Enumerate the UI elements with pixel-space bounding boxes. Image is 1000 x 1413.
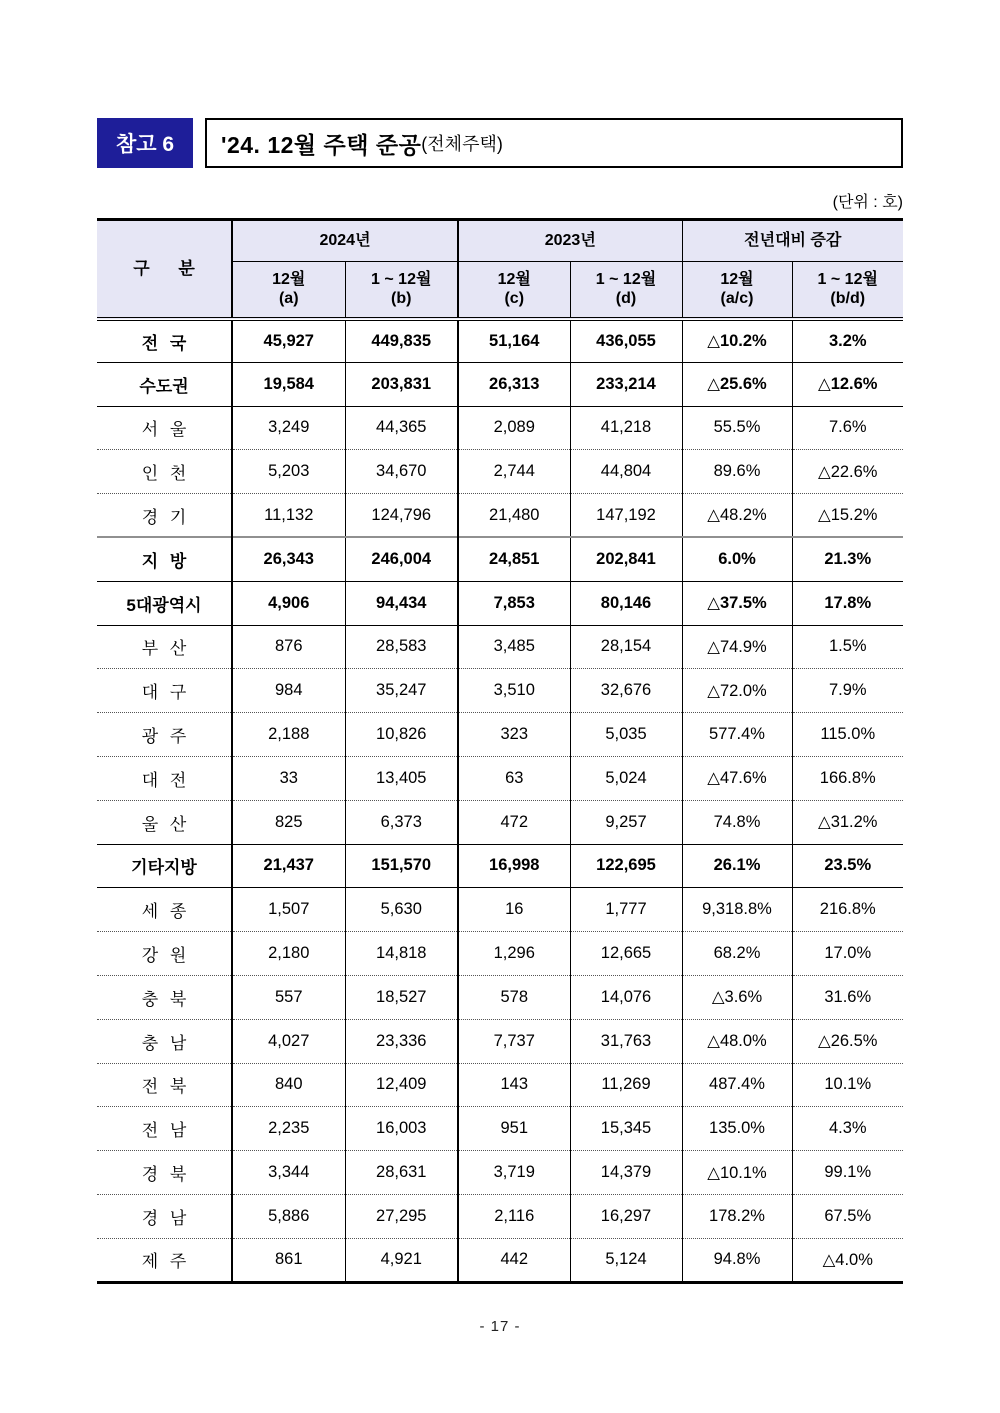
cell-value: 31,763 [570, 1019, 682, 1063]
cell-value: 5,886 [232, 1194, 345, 1238]
cell-value: 18,527 [345, 975, 458, 1019]
cell-value: 16,998 [458, 844, 570, 888]
cell-value: 4,921 [345, 1238, 458, 1282]
table-row [97, 450, 903, 494]
cell-value: 26,313 [458, 362, 570, 406]
cell-value: 16 [458, 888, 570, 932]
table-row [97, 1107, 903, 1151]
cell-value: 21,437 [232, 844, 345, 888]
cell-value: 2,744 [458, 450, 570, 494]
row-label: 전 북 [97, 1063, 232, 1107]
cell-value: 26,343 [232, 537, 345, 581]
cell-value: 216.8% [792, 888, 903, 932]
col-header-dec-a [232, 262, 345, 319]
col-header-line2: (a) [278, 290, 299, 308]
cell-value: 1,296 [458, 932, 570, 976]
col-header-dec-ac [682, 262, 792, 319]
cell-value: 94.8% [682, 1238, 792, 1282]
cell-value: 6.0% [682, 537, 792, 581]
row-label: 전 남 [97, 1107, 232, 1151]
row-label: 세 종 [97, 888, 232, 932]
cell-value: △74.9% [682, 625, 792, 669]
cell-value: 12,665 [570, 932, 682, 976]
page-title-suffix: (전체주택) [421, 134, 503, 154]
cell-value: 203,831 [345, 362, 458, 406]
cell-value: 2,188 [232, 713, 345, 757]
cell-value: 5,024 [570, 756, 682, 800]
cell-value: 28,154 [570, 625, 682, 669]
col-header-line2: (d) [615, 290, 637, 308]
cell-value: △31.2% [792, 800, 903, 844]
row-label: 전 국 [97, 319, 232, 363]
cell-value: 23,336 [345, 1019, 458, 1063]
cell-value: 951 [458, 1107, 570, 1151]
cell-value: 5,124 [570, 1238, 682, 1282]
cell-value: 825 [232, 800, 345, 844]
cell-value: △48.2% [682, 494, 792, 538]
row-label: 경 기 [97, 494, 232, 538]
cell-value: 840 [232, 1063, 345, 1107]
cell-value: 44,365 [345, 406, 458, 450]
cell-value: 16,297 [570, 1194, 682, 1238]
cell-value: 51,164 [458, 319, 570, 363]
cell-value: 876 [232, 625, 345, 669]
cell-value: △72.0% [682, 669, 792, 713]
cell-value: 28,631 [345, 1151, 458, 1195]
cell-value: 63 [458, 756, 570, 800]
cell-value: 6,373 [345, 800, 458, 844]
row-label: 충 남 [97, 1019, 232, 1063]
cell-value: 80,146 [570, 581, 682, 625]
row-label: 울 산 [97, 800, 232, 844]
cell-value: 14,076 [570, 975, 682, 1019]
table-row [97, 494, 903, 538]
cell-value: 4.3% [792, 1107, 903, 1151]
cell-value: 11,132 [232, 494, 345, 538]
cell-value: 3,719 [458, 1151, 570, 1195]
cell-value: 436,055 [570, 319, 682, 363]
cell-value: 2,180 [232, 932, 345, 976]
cell-value: 17.0% [792, 932, 903, 976]
row-label: 충 북 [97, 975, 232, 1019]
table-row [97, 1238, 903, 1282]
table-row [97, 362, 903, 406]
col-group-yoy-change: 전년대비 증감 [682, 220, 903, 262]
cell-value: 17.8% [792, 581, 903, 625]
cell-value: 7.6% [792, 406, 903, 450]
table-row [97, 888, 903, 932]
cell-value: 7,737 [458, 1019, 570, 1063]
cell-value: 166.8% [792, 756, 903, 800]
cell-value: 14,818 [345, 932, 458, 976]
cell-value: 4,906 [232, 581, 345, 625]
cell-value: 151,570 [345, 844, 458, 888]
col-header-line1: 1 ~ 12월 [595, 271, 657, 289]
cell-value: △15.2% [792, 494, 903, 538]
cell-value: 34,670 [345, 450, 458, 494]
cell-value: 3,485 [458, 625, 570, 669]
cell-value: △47.6% [682, 756, 792, 800]
cell-value: 12,409 [345, 1063, 458, 1107]
cell-value: 14,379 [570, 1151, 682, 1195]
cell-value: 5,203 [232, 450, 345, 494]
cell-value: 861 [232, 1238, 345, 1282]
table-row [97, 319, 903, 363]
cell-value: △12.6% [792, 362, 903, 406]
cell-value: 45,927 [232, 319, 345, 363]
cell-value: 122,695 [570, 844, 682, 888]
cell-value: 28,583 [345, 625, 458, 669]
page-title: '24. 12월 주택 준공 [221, 131, 422, 158]
unit-note: (단위 : 호) [832, 194, 903, 211]
cell-value: 10.1% [792, 1063, 903, 1107]
col-header-line1: 1 ~ 12월 [817, 271, 878, 289]
col-header-line2: (b) [391, 290, 412, 308]
table-row [97, 800, 903, 844]
table-row [97, 669, 903, 713]
cell-value: 9,257 [570, 800, 682, 844]
table-row [97, 537, 903, 581]
col-header-line1: 1 ~ 12월 [371, 271, 432, 289]
cell-value: 442 [458, 1238, 570, 1282]
cell-value: 94,434 [345, 581, 458, 625]
cell-value: 487.4% [682, 1063, 792, 1107]
cell-value: 67.5% [792, 1194, 903, 1238]
cell-value: 557 [232, 975, 345, 1019]
cell-value: 3,344 [232, 1151, 345, 1195]
cell-value: 143 [458, 1063, 570, 1107]
cell-value: △10.2% [682, 319, 792, 363]
row-label: 지 방 [97, 537, 232, 581]
cell-value: 89.6% [682, 450, 792, 494]
cell-value: 74.8% [682, 800, 792, 844]
table-row [97, 1063, 903, 1107]
cell-value: 323 [458, 713, 570, 757]
cell-value: 44,804 [570, 450, 682, 494]
housing-completion-table [97, 218, 903, 1284]
cell-value: 35,247 [345, 669, 458, 713]
cell-value: 68.2% [682, 932, 792, 976]
cell-value: 233,214 [570, 362, 682, 406]
cell-value: 577.4% [682, 713, 792, 757]
row-label: 대 구 [97, 669, 232, 713]
table-row [97, 932, 903, 976]
cell-value: 21.3% [792, 537, 903, 581]
cell-value: 24,851 [458, 537, 570, 581]
row-label: 경 남 [97, 1194, 232, 1238]
cell-value: △25.6% [682, 362, 792, 406]
cell-value: 178.2% [682, 1194, 792, 1238]
table-row [97, 406, 903, 450]
cell-value: 23.5% [792, 844, 903, 888]
col-header-line2: (b/d) [830, 290, 866, 308]
row-label: 광 주 [97, 713, 232, 757]
cell-value: △3.6% [682, 975, 792, 1019]
col-header-ytd-b [345, 262, 458, 319]
table-header [97, 220, 903, 319]
cell-value: 10,826 [345, 713, 458, 757]
cell-value: 578 [458, 975, 570, 1019]
col-group-2024: 2024년 [232, 220, 458, 262]
cell-value: 449,835 [345, 319, 458, 363]
table-row [97, 1194, 903, 1238]
cell-value: 124,796 [345, 494, 458, 538]
row-label: 수도권 [97, 362, 232, 406]
cell-value: 147,192 [570, 494, 682, 538]
table-row [97, 975, 903, 1019]
table-row [97, 1019, 903, 1063]
row-label: 제 주 [97, 1238, 232, 1282]
cell-value: △26.5% [792, 1019, 903, 1063]
table-row [97, 625, 903, 669]
table-row [97, 844, 903, 888]
cell-value: 1,507 [232, 888, 345, 932]
cell-value: △48.0% [682, 1019, 792, 1063]
cell-value: 19,584 [232, 362, 345, 406]
row-label: 부 산 [97, 625, 232, 669]
cell-value: 31.6% [792, 975, 903, 1019]
cell-value: 26.1% [682, 844, 792, 888]
cell-value: 115.0% [792, 713, 903, 757]
row-label: 강 원 [97, 932, 232, 976]
col-header-line1: 12월 [720, 271, 754, 289]
cell-value: 55.5% [682, 406, 792, 450]
cell-value: 7.9% [792, 669, 903, 713]
cell-value: 135.0% [682, 1107, 792, 1151]
cell-value: 15,345 [570, 1107, 682, 1151]
cell-value: 1.5% [792, 625, 903, 669]
cell-value: 16,003 [345, 1107, 458, 1151]
table-row [97, 756, 903, 800]
title-band [97, 118, 903, 168]
col-header-ytd-d [570, 262, 682, 319]
cell-value: 3,249 [232, 406, 345, 450]
cell-value: 33 [232, 756, 345, 800]
cell-value: △22.6% [792, 450, 903, 494]
row-label: 기타지방 [97, 844, 232, 888]
cell-value: 41,218 [570, 406, 682, 450]
table-row [97, 581, 903, 625]
row-label: 대 전 [97, 756, 232, 800]
col-header-line2: (a/c) [720, 290, 754, 308]
col-header-ytd-bd [792, 262, 903, 319]
row-label: 인 천 [97, 450, 232, 494]
cell-value: △10.1% [682, 1151, 792, 1195]
cell-value: 1,777 [570, 888, 682, 932]
cell-value: 13,405 [345, 756, 458, 800]
col-header-line1: 12월 [497, 271, 531, 289]
cell-value: 5,630 [345, 888, 458, 932]
cell-value: 984 [232, 669, 345, 713]
row-label: 서 울 [97, 406, 232, 450]
cell-value: 2,089 [458, 406, 570, 450]
row-label: 경 북 [97, 1151, 232, 1195]
col-header-category: 구 분 [97, 220, 232, 319]
col-header-dec-c [458, 262, 570, 319]
cell-value: 9,318.8% [682, 888, 792, 932]
table-row [97, 713, 903, 757]
cell-value: 21,480 [458, 494, 570, 538]
cell-value: 99.1% [792, 1151, 903, 1195]
cell-value: 202,841 [570, 537, 682, 581]
cell-value: △37.5% [682, 581, 792, 625]
col-header-line1: 12월 [272, 271, 306, 289]
cell-value: 5,035 [570, 713, 682, 757]
cell-value: 246,004 [345, 537, 458, 581]
cell-value: 3.2% [792, 319, 903, 363]
cell-value: 2,235 [232, 1107, 345, 1151]
cell-value: 7,853 [458, 581, 570, 625]
table-body [97, 319, 903, 1283]
cell-value: 11,269 [570, 1063, 682, 1107]
col-group-2023: 2023년 [458, 220, 682, 262]
col-header-line2: (c) [504, 290, 525, 308]
cell-value: 27,295 [345, 1194, 458, 1238]
cell-value: 4,027 [232, 1019, 345, 1063]
cell-value: 2,116 [458, 1194, 570, 1238]
table-row [97, 1151, 903, 1195]
reference-badge: 참고 6 [97, 118, 193, 168]
cell-value: △4.0% [792, 1238, 903, 1282]
cell-value: 3,510 [458, 669, 570, 713]
cell-value: 32,676 [570, 669, 682, 713]
row-label: 5대광역시 [97, 581, 232, 625]
page-number: - 17 - [479, 1318, 521, 1335]
cell-value: 472 [458, 800, 570, 844]
page-title-box [205, 118, 903, 168]
